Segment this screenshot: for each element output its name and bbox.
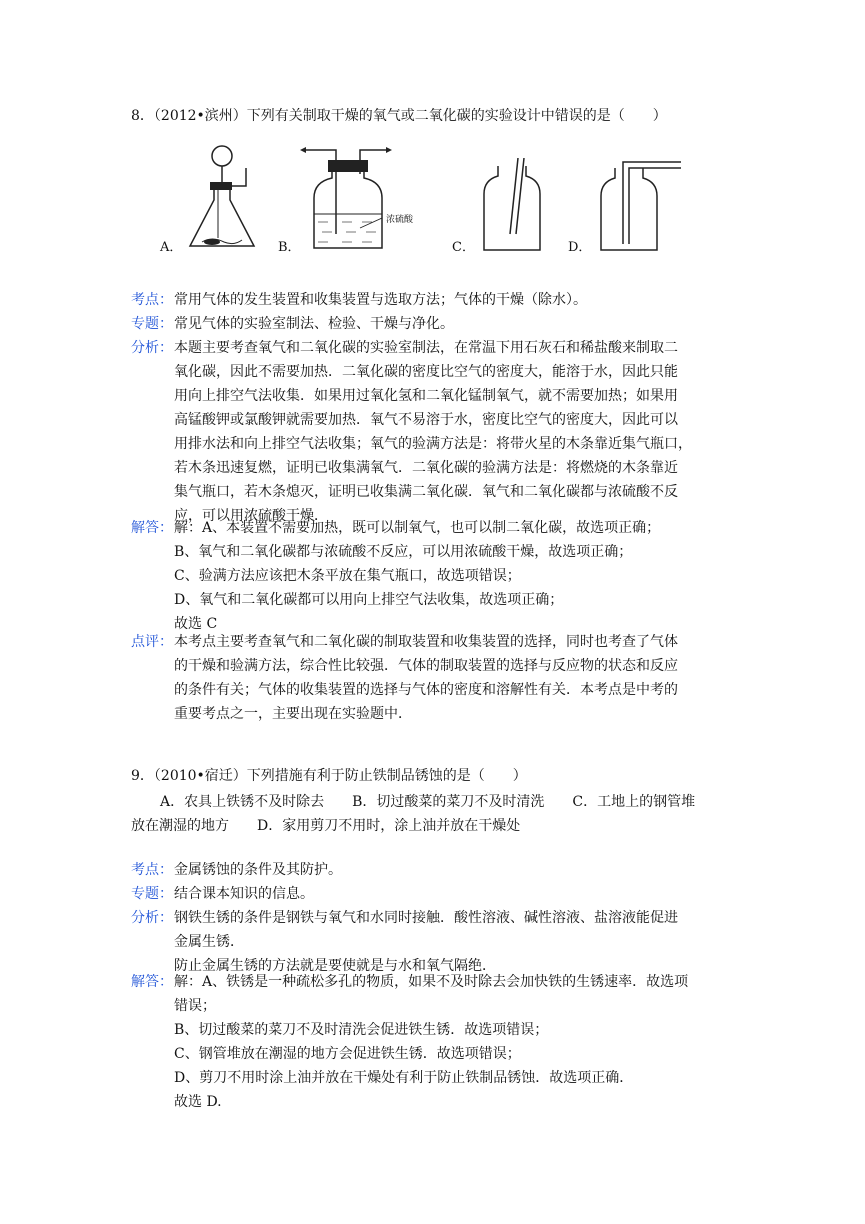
section-line: 重要考点之一，主要出现在实验题中．: [174, 706, 412, 722]
section-line: B、切过酸菜的菜刀不及时清洗会促进铁生锈．故选项错误；: [174, 1022, 549, 1038]
section-line: 常用气体的发生装置和收集装置与选取方法；气体的干燥（除水）。: [174, 292, 587, 308]
section-line: B、氧气和二氧化碳都与浓硫酸不反应，可以用浓硫酸干燥，故选项正确；: [174, 544, 633, 560]
section-line: 集气瓶口，若木条熄灭，证明已收集满二氧化碳．氧气和二氧化碳都与浓硫酸不反: [174, 484, 678, 500]
section-line: 高锰酸钾或氯酸钾就需要加热．氧气不易溶于水，密度比空气的密度大，因此可以: [174, 412, 678, 428]
section-line: 本题主要考查氧气和二氧化碳的实验室制法，在常温下用石灰石和稀盐酸来制取二: [174, 340, 678, 356]
apparatus-b-label: B．: [278, 240, 301, 255]
section-line: 金属锈蚀的条件及其防护。: [174, 862, 342, 878]
section-label: 考点：: [131, 292, 173, 308]
section-label: 解答：: [131, 520, 173, 536]
section-line: 钢铁生锈的条件是钢铁与氧气和水同时接触．酸性溶液、碱性溶液、盐溶液能促进: [174, 910, 678, 926]
section-line: 的条件有关；气体的收集装置的选择与气体的密度和溶解性有关．本考点是中考的: [174, 682, 678, 698]
section-line: 故选 C: [174, 616, 218, 632]
section-line: 用向上排空气法收集．如果用过氧化氢和二氧化锰制氧气，就不需要加热；如果用: [174, 388, 678, 404]
section-line: 氧化碳，因此不需要加热．二氧化碳的密度比空气的密度大，能溶于水，因此只能: [174, 364, 678, 380]
section-line: D、氧气和二氧化碳都可以用向上排空气法收集，故选项正确；: [174, 592, 564, 608]
section-line: 解：A、铁锈是一种疏松多孔的物质，如果不及时除去会加快铁的生锈速率．故选项: [174, 974, 689, 990]
section-line: 故选 D.: [174, 1094, 222, 1110]
section-line: D、剪刀不用时涂上油并放在干燥处有利于防止铁制品锈蚀．故选项正确．: [174, 1070, 634, 1086]
section-line: C、钢管堆放在潮湿的地方会促进铁生锈．故选项错误；: [174, 1046, 521, 1062]
apparatus-c-gas-jar-icon: [480, 158, 550, 253]
apparatus-b-wash-bottle-icon: [300, 138, 420, 253]
question-8-stem: 8．（2012•滨州）下列有关制取干燥的氧气或二氧化碳的实验设计中错误的是（ ）: [131, 108, 667, 124]
section-line: 本考点主要考查氧气和二氧化碳的制取装置和收集装置的选择，同时也考查了气体: [174, 634, 678, 650]
section-label: 点评：: [131, 634, 173, 650]
section-line: 错误；: [174, 998, 216, 1014]
apparatus-d-gas-jar-icon: [597, 158, 687, 253]
section-line: 常见气体的实验室制法、检验、干燥与净化。: [174, 316, 454, 332]
question-8-apparatus-figure: [160, 138, 680, 258]
section-line: 结合课本知识的信息。: [174, 886, 314, 902]
section-line: 用排水法和向上排空气法收集；氧气的验满方法是：将带火星的木条靠近集气瓶口，: [174, 436, 692, 452]
section-line: 解：A、本装置不需要加热，既可以制氧气，也可以制二氧化碳，故选项正确；: [174, 520, 661, 536]
question-9-options-line-2: 放在潮湿的地方 D．家用剪刀不用时，涂上油并放在干燥处: [131, 818, 521, 834]
apparatus-b-annotation: 浓硫酸: [386, 215, 414, 225]
section-label: 考点：: [131, 862, 173, 878]
section-line: C、验满方法应该把木条平放在集气瓶口，故选项错误；: [174, 568, 521, 584]
apparatus-d-label: D．: [568, 240, 592, 255]
section-line: 若木条迅速复燃，证明已收集满氧气．二氧化碳的验满方法是：将燃烧的木条靠近: [174, 460, 678, 476]
apparatus-a-label: A．: [160, 240, 183, 255]
question-9-stem: 9．（2010•宿迁）下列措施有利于防止铁制品锈蚀的是（ ）: [131, 768, 527, 784]
section-label: 分析：: [131, 910, 173, 926]
section-line: 应，可以用浓硫酸干燥．: [174, 508, 328, 524]
section-label: 分析：: [131, 340, 173, 356]
section-label: 解答：: [131, 974, 173, 990]
section-label: 专题：: [131, 886, 173, 902]
section-line: 的干燥和验满方法，综合性比较强．气体的制取装置的选择与反应物的状态和反应: [174, 658, 678, 674]
section-label: 专题：: [131, 316, 173, 332]
apparatus-c-label: C．: [452, 240, 475, 255]
question-9-options-line-1: A．农具上铁锈不及时除去 B．切过酸菜的菜刀不及时清洗 C．工地上的钢管堆: [160, 794, 696, 810]
section-line: 金属生锈．: [174, 934, 244, 950]
apparatus-a-flask-icon: [182, 138, 277, 253]
section-line: 防止金属生锈的方法就是要使就是与水和氧气隔绝．: [174, 958, 496, 974]
